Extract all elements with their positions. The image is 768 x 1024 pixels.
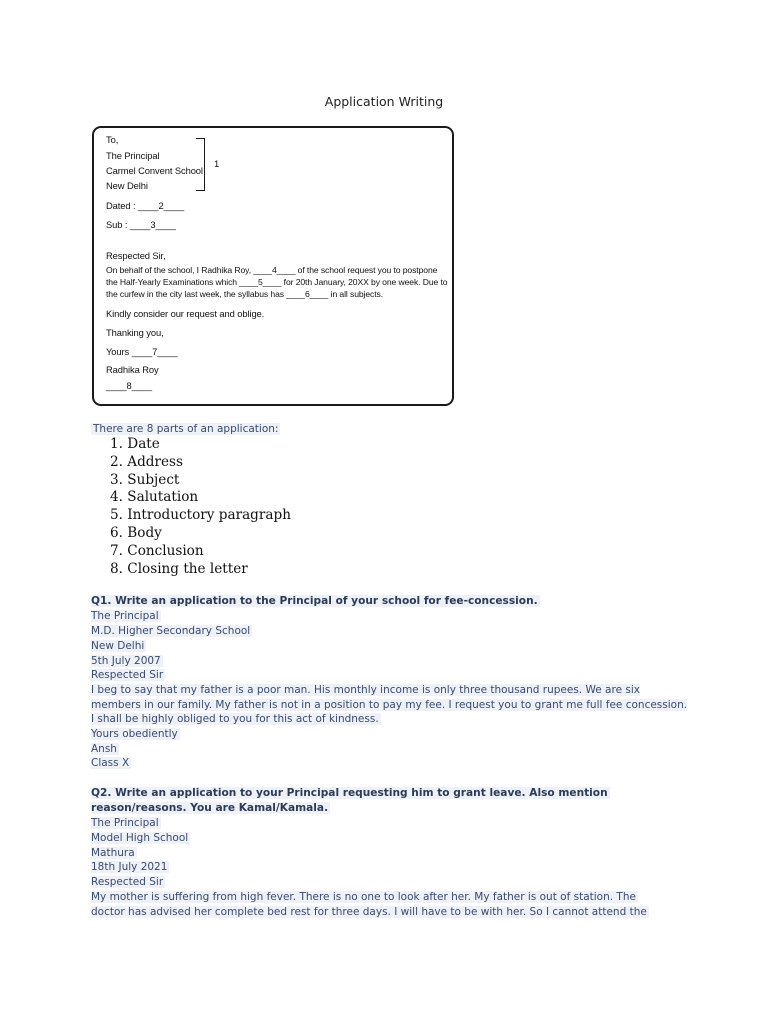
letter-line: Thanking you, [106, 327, 164, 338]
letter-line: Kindly consider our request and oblige. [106, 308, 265, 319]
letter-line: Dated : ____2____ [106, 200, 185, 211]
letter-line: Respected Sir, [106, 250, 166, 261]
list-item: 6. Body [110, 524, 162, 541]
q2-address-line: Mathura [91, 847, 135, 859]
list-item: 8. Closing the letter [110, 560, 248, 577]
list-item: 4. Salutation [110, 489, 199, 506]
parts-list [110, 436, 291, 578]
letter-line: ____8____ [106, 380, 153, 391]
letter-line: To, [106, 134, 119, 145]
page-title: Application Writing [324, 94, 444, 109]
letter-line: Yours ____7____ [106, 346, 178, 357]
q1-signature: Ansh [91, 743, 117, 755]
q1-date: 5th July 2007 [91, 655, 161, 667]
q2-address-line: Model High School [91, 832, 189, 844]
list-item: 1. Date [110, 436, 160, 452]
bracket-number: 1 [214, 158, 220, 169]
q2-question: reason/reasons. You are Kamal/Kamala. [91, 802, 329, 814]
q2-question: Q2. Write an application to your Principal requesting him to grant leave. Also mention [91, 787, 608, 799]
q1-question: Q1. Write an application to the Principal of your school for fee-concession. [91, 595, 538, 607]
q1-body: I beg to say that my father is a poor man. His monthly income is only three thousand rupees. We are six members in our family. My father is not in a position to pay my fee. I request you to grant me full fee concession. I shall be highly obliged to you for this act of kindness. [91, 684, 688, 726]
q1-class: Class X [91, 757, 130, 769]
list-item: 5. Introductory paragraph [110, 507, 291, 524]
q1-address-line: New Delhi [91, 640, 145, 652]
letter-line: the Half-Yearly Examinations which ____5____ for 20th January, 20XX by one week. Due to [106, 277, 448, 287]
letter-line: On behalf of the school, I Radhika Roy, ____4____ of the school request you to postpone [106, 265, 438, 275]
letter-line: Radhika Roy [106, 364, 159, 375]
letter-line: Carmel Convent School [106, 165, 203, 176]
q2-body-line: doctor has advised her complete bed rest for three days. I will have to be with her. So I cannot attend the [91, 906, 647, 918]
letter-line: Sub : ____3____ [106, 219, 176, 230]
q2-body-line: My mother is suffering from high fever. There is no one to look after her. My father is out of station. The [91, 891, 636, 903]
q2-date: 18th July 2021 [91, 861, 168, 873]
q1-closing: Yours obediently [91, 728, 178, 740]
list-item: 2. Address [110, 453, 184, 470]
list-item: 3. Subject [110, 471, 180, 488]
letter-line: the curfew in the city last week, the syllabus has ____6____ in all subjects. [106, 289, 384, 299]
q2-address-line: The Principal [91, 817, 159, 829]
q1-address-line: M.D. Higher Secondary School [91, 625, 251, 637]
letter-line: New Delhi [106, 180, 148, 191]
q1-address-line: The Principal [91, 610, 159, 622]
q1-salutation: Respected Sir [91, 669, 164, 681]
list-item: 7. Conclusion [110, 542, 204, 559]
letter-line: The Principal [106, 150, 160, 161]
q2-salutation: Respected Sir [91, 876, 164, 888]
intro-text: There are 8 parts of an application: [93, 423, 279, 435]
